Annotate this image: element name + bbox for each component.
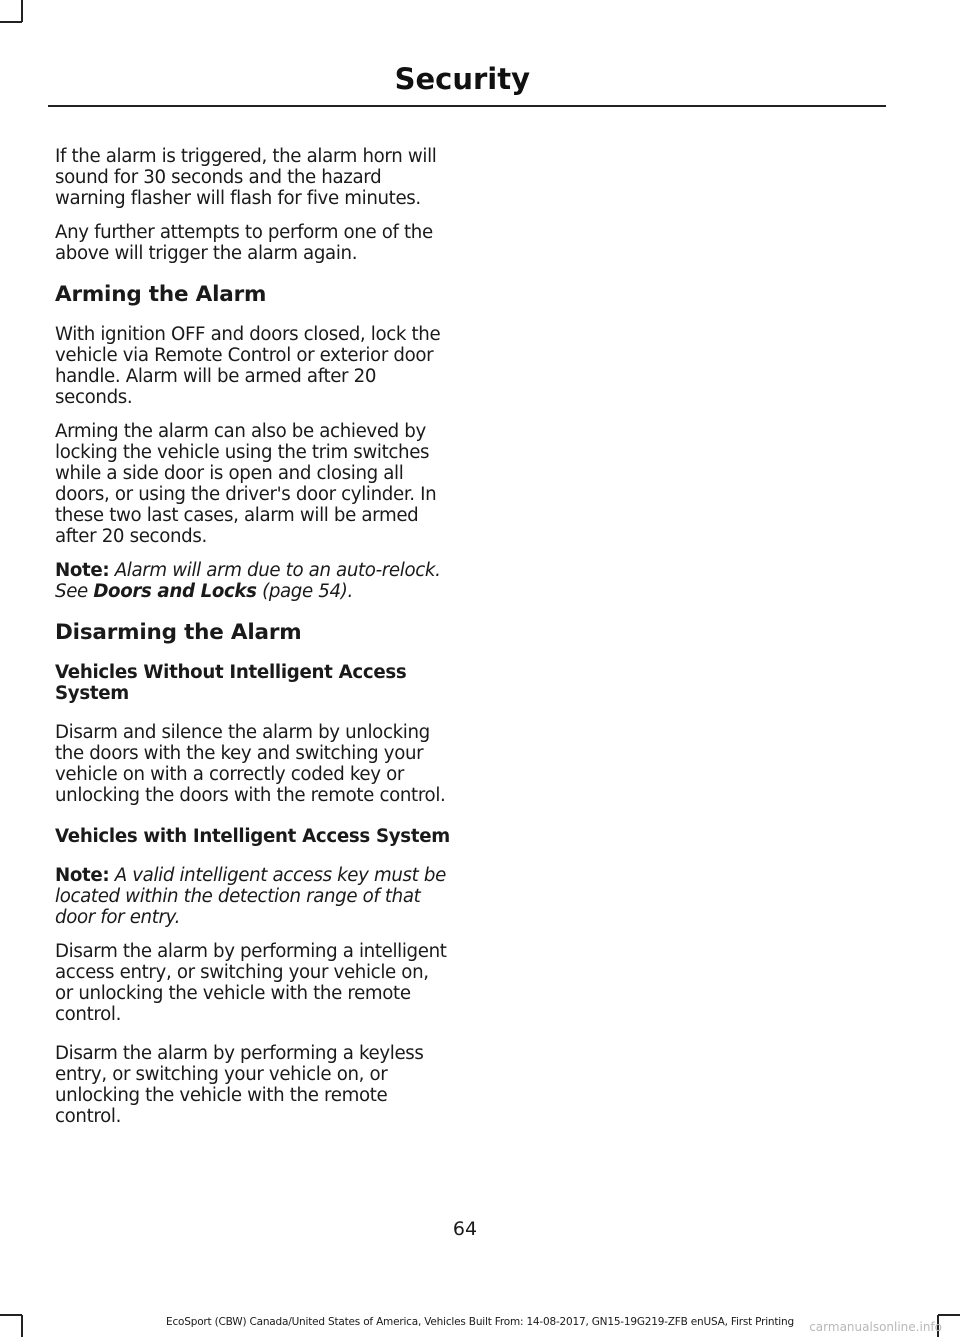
crop-mark-top-left-v [21,0,23,22]
paragraph-alarm-triggered: If the alarm is triggered, the alarm horn will sound for 30 seconds and the hazard warning flasher will flash for five minutes. [55,146,437,209]
paragraph-arming-trim-switches: Arming the alarm can also be achieved by locking the vehicle using the trim switches while a side door is open and closing all doors, or using the driver's door cylinder. In these two last cases, alarm will be armed after 20 seconds. [55,421,437,547]
doors-and-locks-link[interactable]: Doors and Locks [93,581,257,602]
paragraph-arming-ignition-off: With ignition OFF and doors closed, lock the vehicle via Remote Control or exterior door handle. Alarm will be armed after 20 seconds. [55,324,441,408]
header-divider [48,105,886,107]
paragraph-disarm-keyless-entry: Disarm the alarm by performing a keyless entry, or switching your vehicle on, or unlocking the vehicle with the remote control. [55,1043,424,1127]
paragraph-disarm-intelligent-access: Disarm the alarm by performing a intelligent access entry, or switching your vehicle on, or unlocking the vehicle with the remote control. [55,941,447,1025]
watermark: carmanualsonline.info [809,1320,942,1334]
content-column [55,146,450,1140]
paragraph-further-attempts: Any further attempts to perform one of the above will trigger the alarm again. [55,222,433,264]
note-text: Alarm will arm due to an auto-relock. See [55,560,441,602]
heading-arming-the-alarm: Arming the Alarm [55,282,267,307]
note-label: Note: [55,560,110,581]
footer-publication-info: EcoSport (CBW) Canada/United States of America, Vehicles Built From: 14-08-2017, GN15-19G219-ZFB enUSA, First Printing [166,1316,794,1328]
page-title: Security [394,62,530,96]
page-number: 64 [452,1218,478,1240]
heading-without-intelligent-access: Vehicles Without Intelligent Access System [55,662,407,704]
note-auto-relock [55,560,450,602]
heading-disarming-the-alarm: Disarming the Alarm [55,620,302,645]
paragraph-disarm-with-key: Disarm and silence the alarm by unlocking the doors with the key and switching your vehicle on with a correctly coded key or unlocking the doors with the remote control. [55,722,446,806]
note-text: A valid intelligent access key must be located within the detection range of that door for entry. [55,865,446,928]
note-page-ref: (page 54). [256,581,353,602]
note-intelligent-access-key [55,865,450,928]
heading-with-intelligent-access: Vehicles with Intelligent Access System [55,826,450,847]
note-label: Note: [55,865,110,886]
crop-mark-top-left-h [0,21,22,23]
